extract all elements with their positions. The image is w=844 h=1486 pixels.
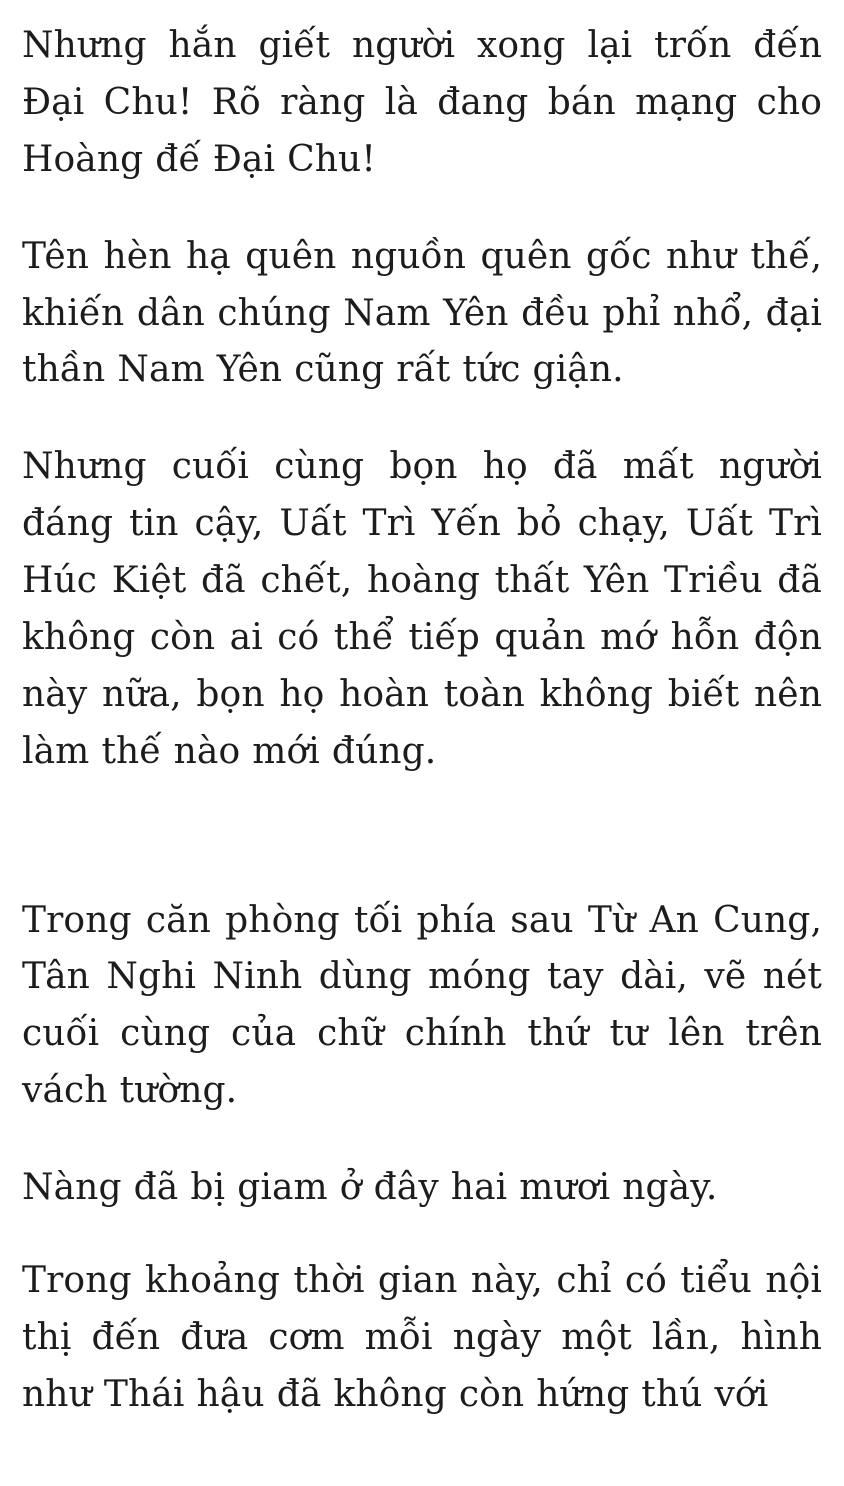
paragraph: Nhưng hắn giết người xong lại trốn đến Đại Chu! Rõ ràng là đang bán mạng cho Hoàng đế Đại Chu! [22,25,822,180]
paragraph: Trong khoảng thời gian này, chỉ có tiểu nội thị đến đưa cơm mỗi ngày một lần, hình như Thái hậu đã không còn hứng thú với [22,1259,822,1415]
paragraph: Nàng đã bị giam ở đây hai mươi ngày. [22,1167,718,1208]
paragraph: Trong căn phòng tối phía sau Từ An Cung, Tân Nghi Ninh dùng móng tay dài, vẽ nét cuối cùng của chữ chính thứ tư lên trên vách tường. [22,899,822,1112]
paragraph: Nhưng cuối cùng bọn họ đã mất người đáng tin cậy, Uất Trì Yến bỏ chạy, Uất Trì Húc Kiệt đã chết, hoàng thất Yên Triều đã không còn ai có thể tiếp quản mớ hỗn độn này nữa, bọn họ hoàn toàn không biết nên làm thế nào mới đúng. [22,446,822,772]
paragraph: Tên hèn hạ quên nguồn quên gốc như thế, khiến dân chúng Nam Yên đều phỉ nhổ, đại thần Nam Yên cũng rất tức giận. [22,235,822,391]
